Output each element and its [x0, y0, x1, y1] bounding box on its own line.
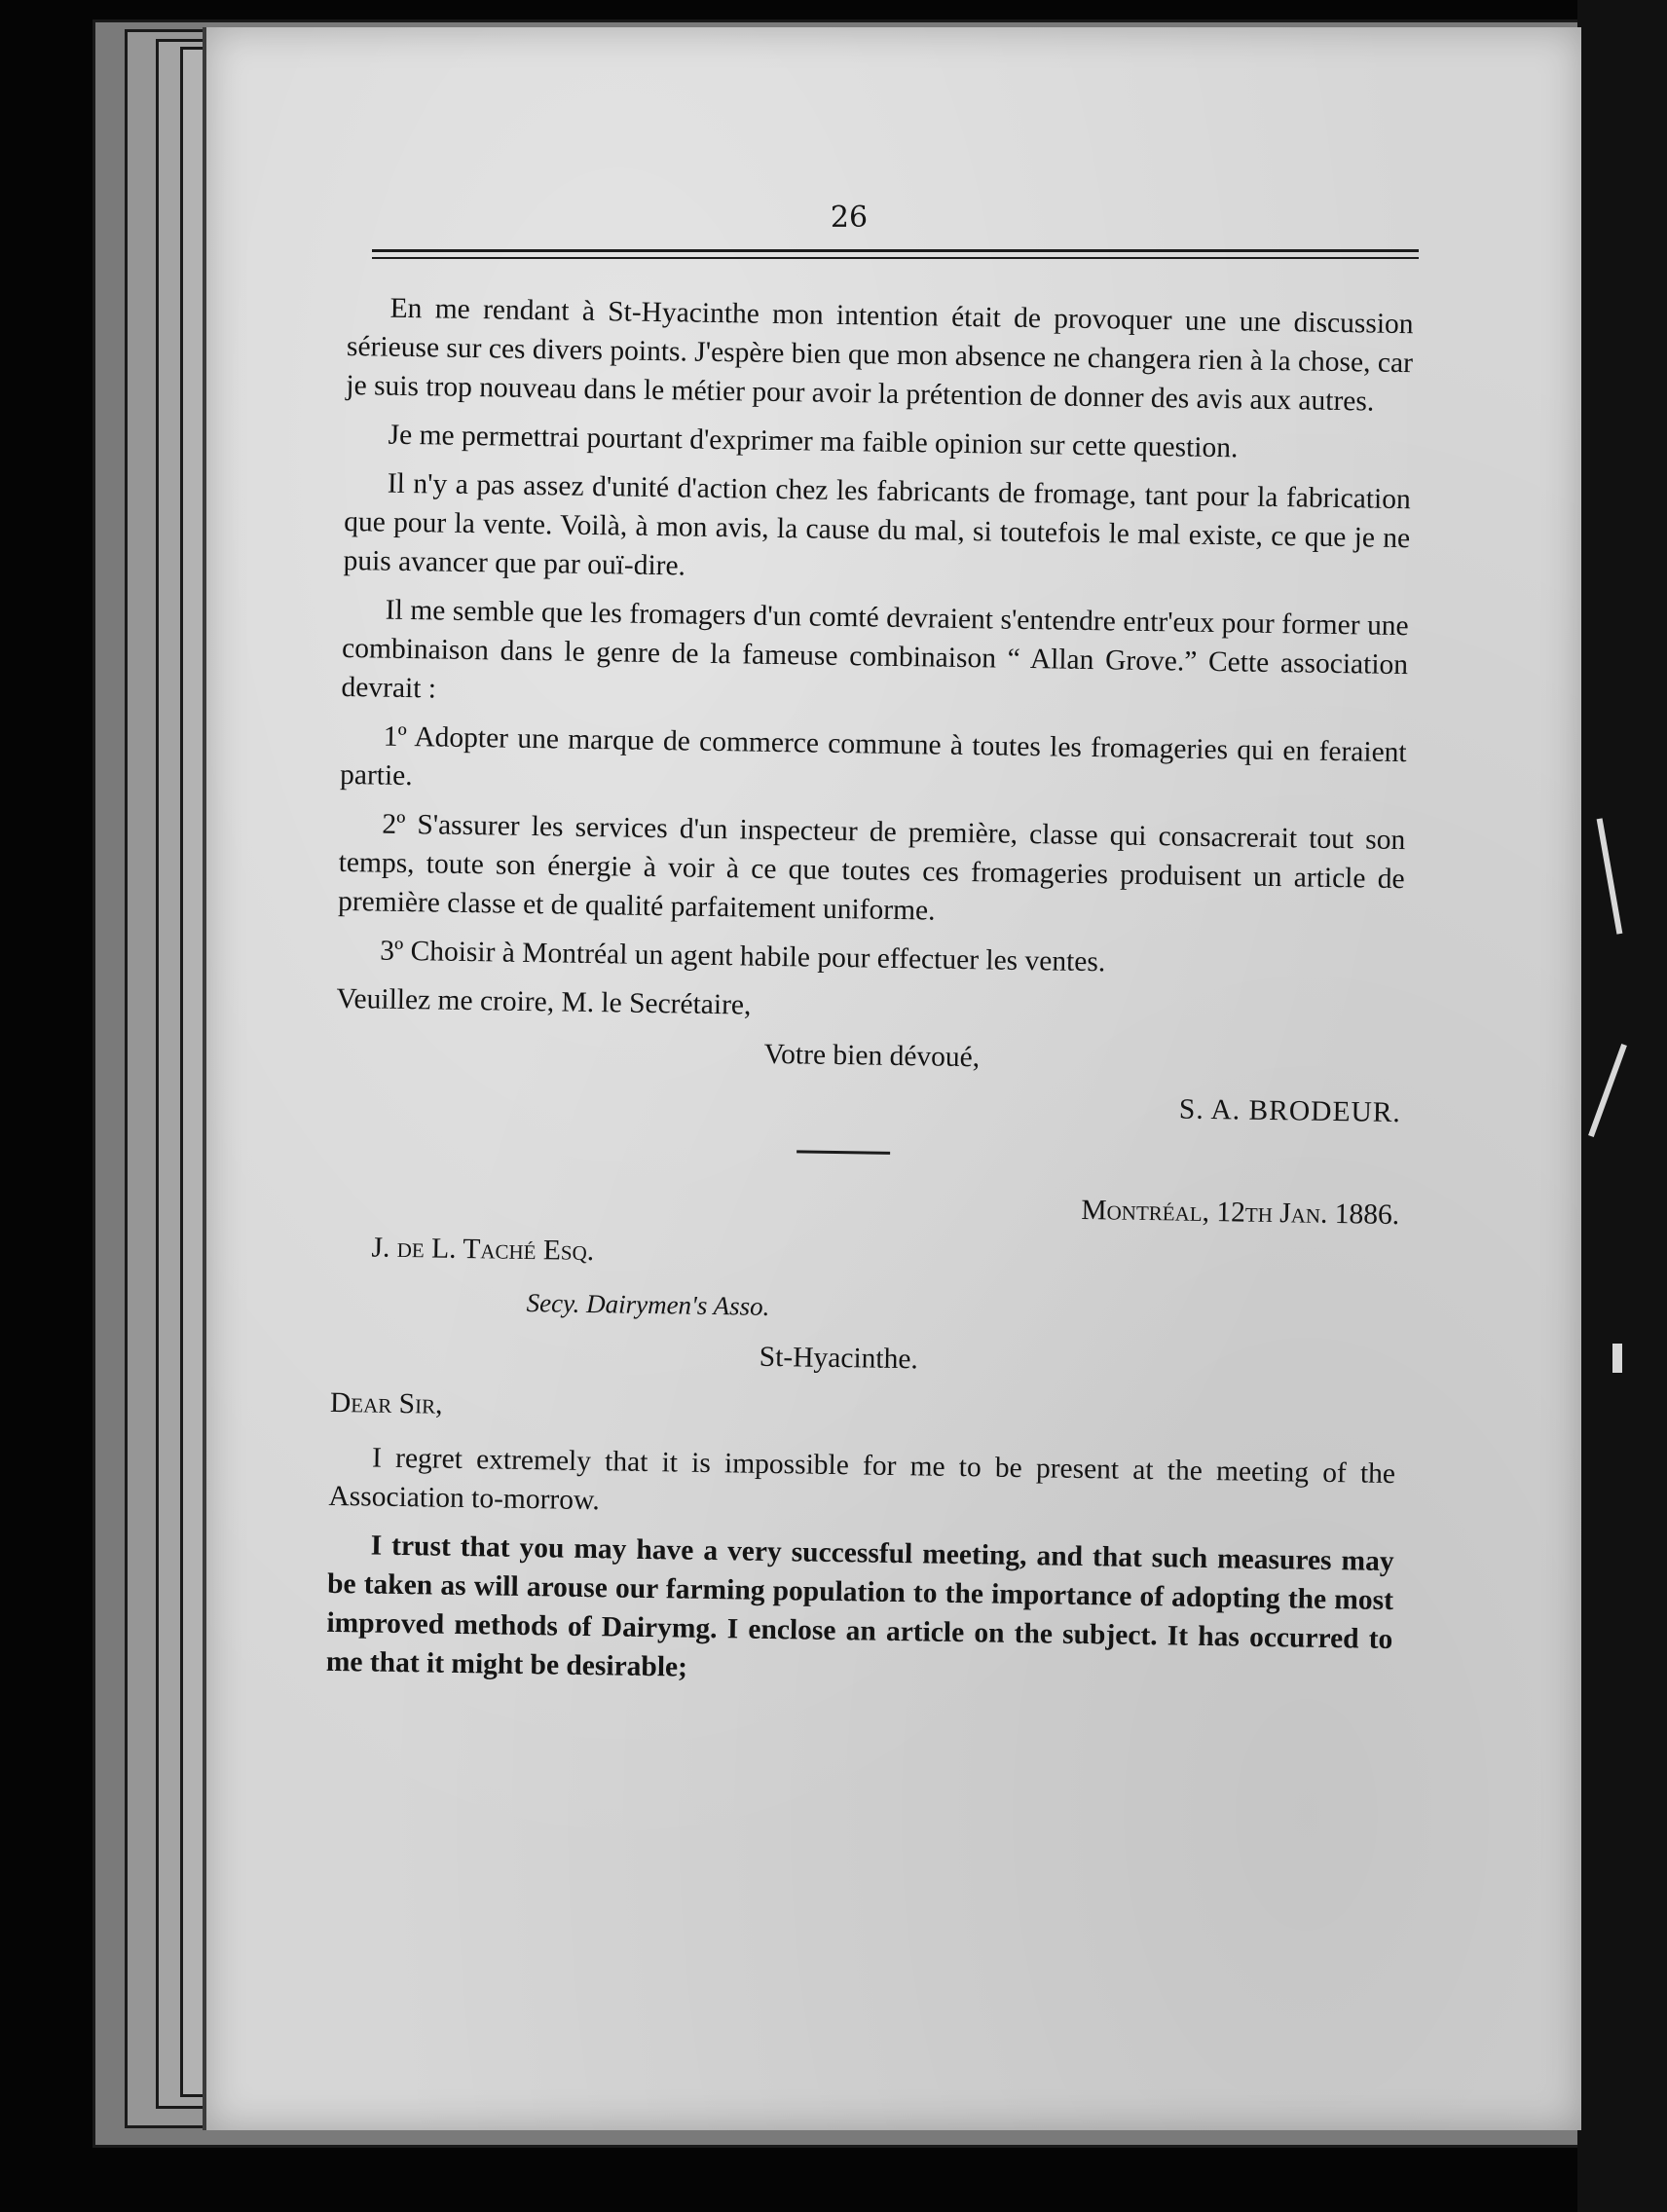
addressee-place: St-Hyacinthe. [759, 1341, 919, 1376]
paragraph: Il me semble que les fromagers d'un comté devraient s'entendre entr'eux pour former une combinaison dans le genre de la fameuse combinaison “ Allan Grove.” Cette association devrait : [341, 594, 1409, 705]
addressee-title: Secy. Dairymen's Asso. [526, 1288, 770, 1321]
paragraph: I regret extremely that it is impossible for me to be present at the meeting of the Association to-morrow. [328, 1442, 1396, 1517]
place-date: Montréal, 12th Jan. 1886. [1081, 1194, 1400, 1232]
salutation: Dear Sir, [329, 1386, 443, 1420]
closing: Votre bien dévoué, [763, 1038, 981, 1074]
paragraph: En me rendant à St-Hyacinthe mon intention était de provoquer une une discussion sérieuse sur ces divers points. J'espère bien que mon absence ne changera rien à la chose, car je suis trop nouveau dans le métier pour avoir la prétention de donner des avis aux autres. [346, 292, 1414, 418]
paragraph: I trust that you may have a very successful meeting, and that such measures may be taken as will arouse our farming population to the importance of adopting the most improved methods of Dairymg. I enclose an article on the subject. It has occurred to me that it might be desirable; [325, 1530, 1394, 1683]
paragraph: 2º S'assurer les services d'un inspecteur de première, classe qui consacrerait tout son temps, toute son énergie à voir à ce que toutes ces fromageries produisent un article de première classe et de qualité parfaitement uniforme. [337, 808, 1406, 927]
section-separator [796, 1150, 890, 1155]
page-number: 26 [830, 201, 869, 235]
paragraph: 3º Choisir à Montréal un agent habile pour effectuer les ventes. [380, 935, 1106, 978]
thread-mark [1588, 1044, 1627, 1137]
signature: S. A. BRODEUR. [1178, 1093, 1402, 1129]
header-rule [372, 249, 1419, 252]
paragraph: Il n'y a pas assez d'unité d'action chez les fabricants de fromage, tant pour la fabrication que pour la vente. Voilà, à mon avis, la cause du mal, si toutefois le mal existe, ce que je ne puis avancer que par ouï-dire. [343, 467, 1411, 582]
document-page [203, 27, 1581, 2130]
paragraph: 1º Adopter une marque de commerce commune à toutes les fromageries qui en feraient partie. [339, 720, 1407, 793]
paragraph: Je me permettrai pourtant d'exprimer ma faible opinion sur cette question. [388, 419, 1239, 464]
paragraph: Veuillez me croire, M. le Secrétaire, [336, 982, 752, 1021]
header-rule [372, 257, 1419, 259]
addressee: J. de L. Taché Esq. [371, 1232, 595, 1268]
thread-mark [1597, 818, 1623, 934]
thread-mark [1612, 1344, 1622, 1373]
binding-strip [1577, 0, 1667, 2212]
page-body [325, 288, 1413, 1708]
